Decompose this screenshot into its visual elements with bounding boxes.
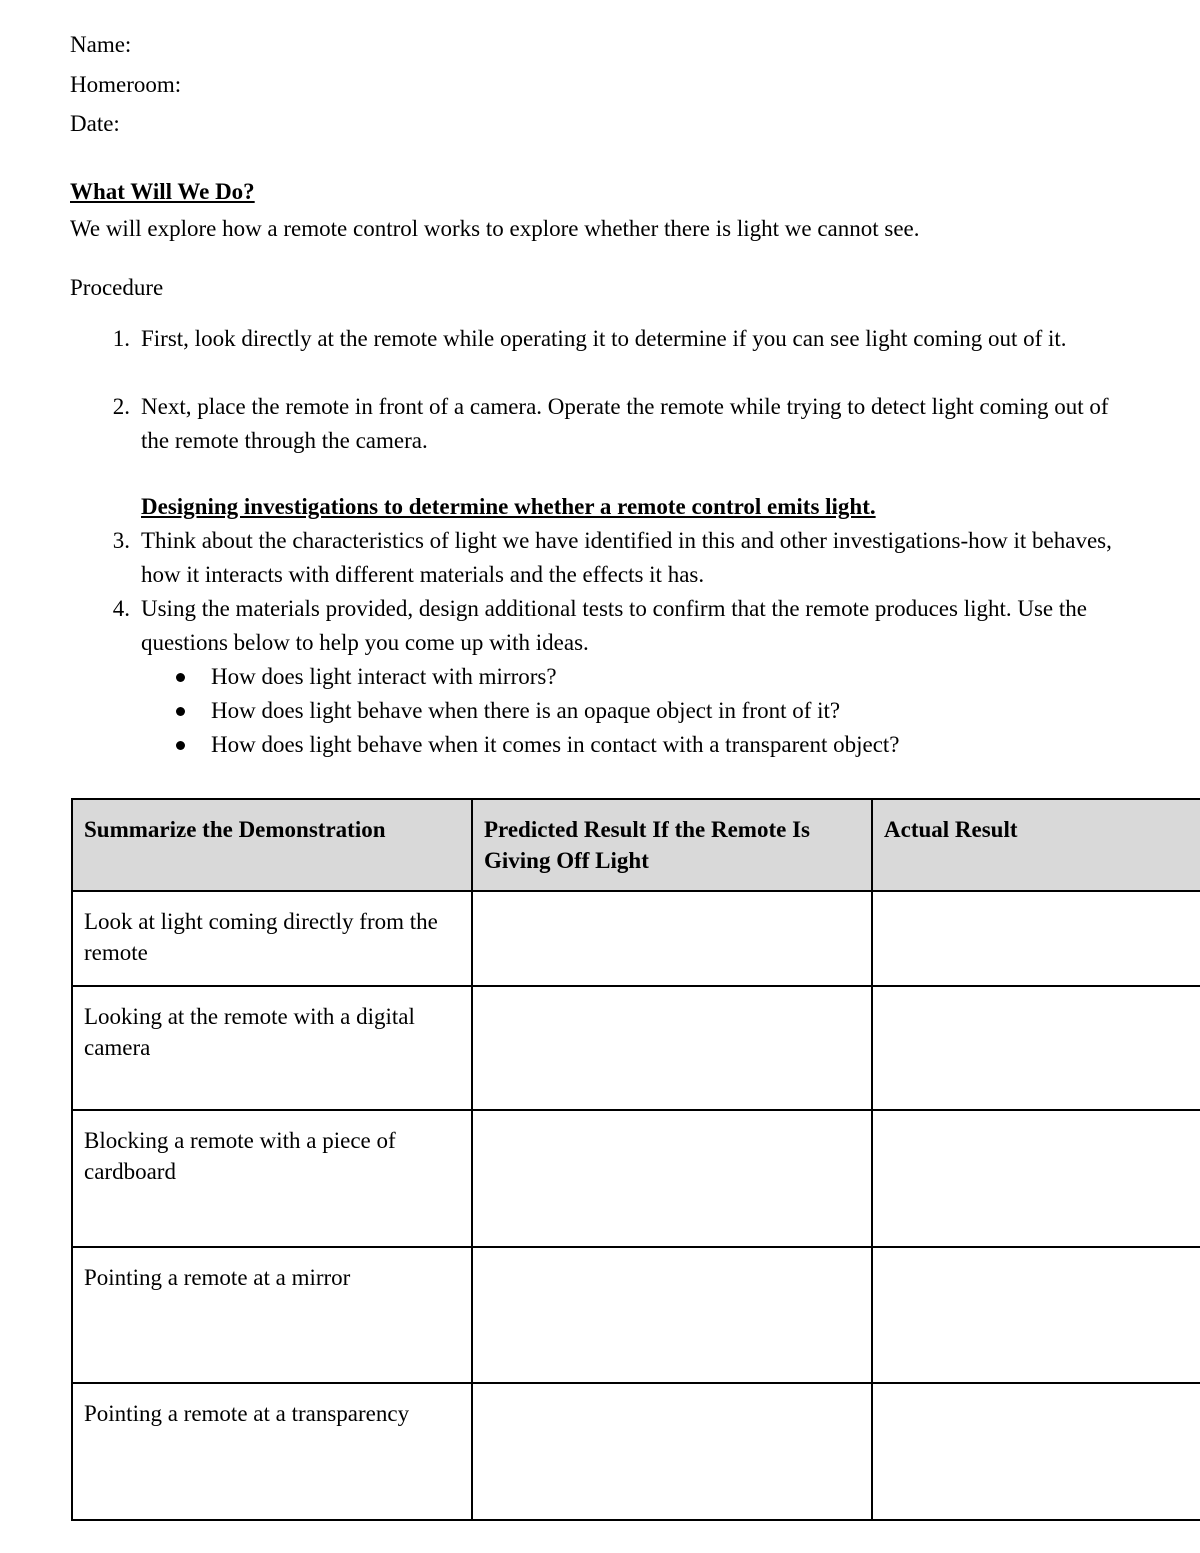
step-text: Think about the characteristics of light we have identified in this and other investigations-how it behaves, how it interacts with different materials and the effects it has. [141,528,1112,587]
predicted-cell[interactable] [472,1383,872,1520]
demonstration-cell: Look at light coming directly from the remote [72,891,472,986]
step-text: Using the materials provided, design additional tests to confirm that the remote produces light. Use the questions below to help you come up with ideas. [141,596,1087,655]
bullet-icon [176,707,185,716]
bullet-icon [176,673,185,682]
what-will-we-do-heading: What Will We Do? [70,179,255,204]
procedure-label: Procedure [70,275,164,300]
table-row [72,1247,1200,1383]
predicted-cell[interactable] [472,1247,872,1383]
intro-text: We will explore how a remote control works to explore whether there is light we cannot see. [70,216,920,241]
question-text: How does light behave when it comes in contact with a transparent object? [211,732,900,757]
step-number: 4. [112,596,130,621]
demonstration-cell: Pointing a remote at a mirror [72,1247,472,1383]
actual-cell[interactable] [872,1110,1200,1247]
table-row [72,1383,1200,1520]
actual-cell[interactable] [872,891,1200,986]
results-table [71,798,1200,1521]
predicted-cell[interactable] [472,891,872,986]
table-row [72,986,1200,1110]
actual-cell[interactable] [872,986,1200,1110]
step-number: 2. [112,394,130,419]
actual-cell[interactable] [872,1383,1200,1520]
demonstration-cell: Blocking a remote with a piece of cardboard [72,1110,472,1247]
table-row [72,1110,1200,1247]
bullet-icon [176,741,185,750]
homeroom-label: Homeroom: [70,72,182,97]
step-number: 1. [112,326,130,351]
date-label: Date: [70,111,120,136]
investigation-subheading: Designing investigations to determine whether a remote control emits light. [141,494,876,519]
predicted-cell[interactable] [472,1110,872,1247]
step-text: Next, place the remote in front of a camera. Operate the remote while trying to detect light coming out of the remote through the camera. [141,394,1109,453]
question-text: How does light behave when there is an opaque object in front of it? [211,698,841,723]
column-header-actual: Actual Result [872,799,1200,891]
demonstration-cell: Pointing a remote at a transparency [72,1383,472,1520]
predicted-cell[interactable] [472,986,872,1110]
step-text: First, look directly at the remote while operating it to determine if you can see light coming out of it. [141,326,1067,351]
table-header-row [72,799,1200,891]
demonstration-cell: Looking at the remote with a digital camera [72,986,472,1110]
table-row [72,891,1200,986]
step-number: 3. [112,528,130,553]
actual-cell[interactable] [872,1247,1200,1383]
column-header-predicted: Predicted Result If the Remote Is Giving Off Light [472,799,872,891]
column-header-summary: Summarize the Demonstration [72,799,472,891]
question-text: How does light interact with mirrors? [211,664,557,689]
name-label: Name: [70,32,132,57]
